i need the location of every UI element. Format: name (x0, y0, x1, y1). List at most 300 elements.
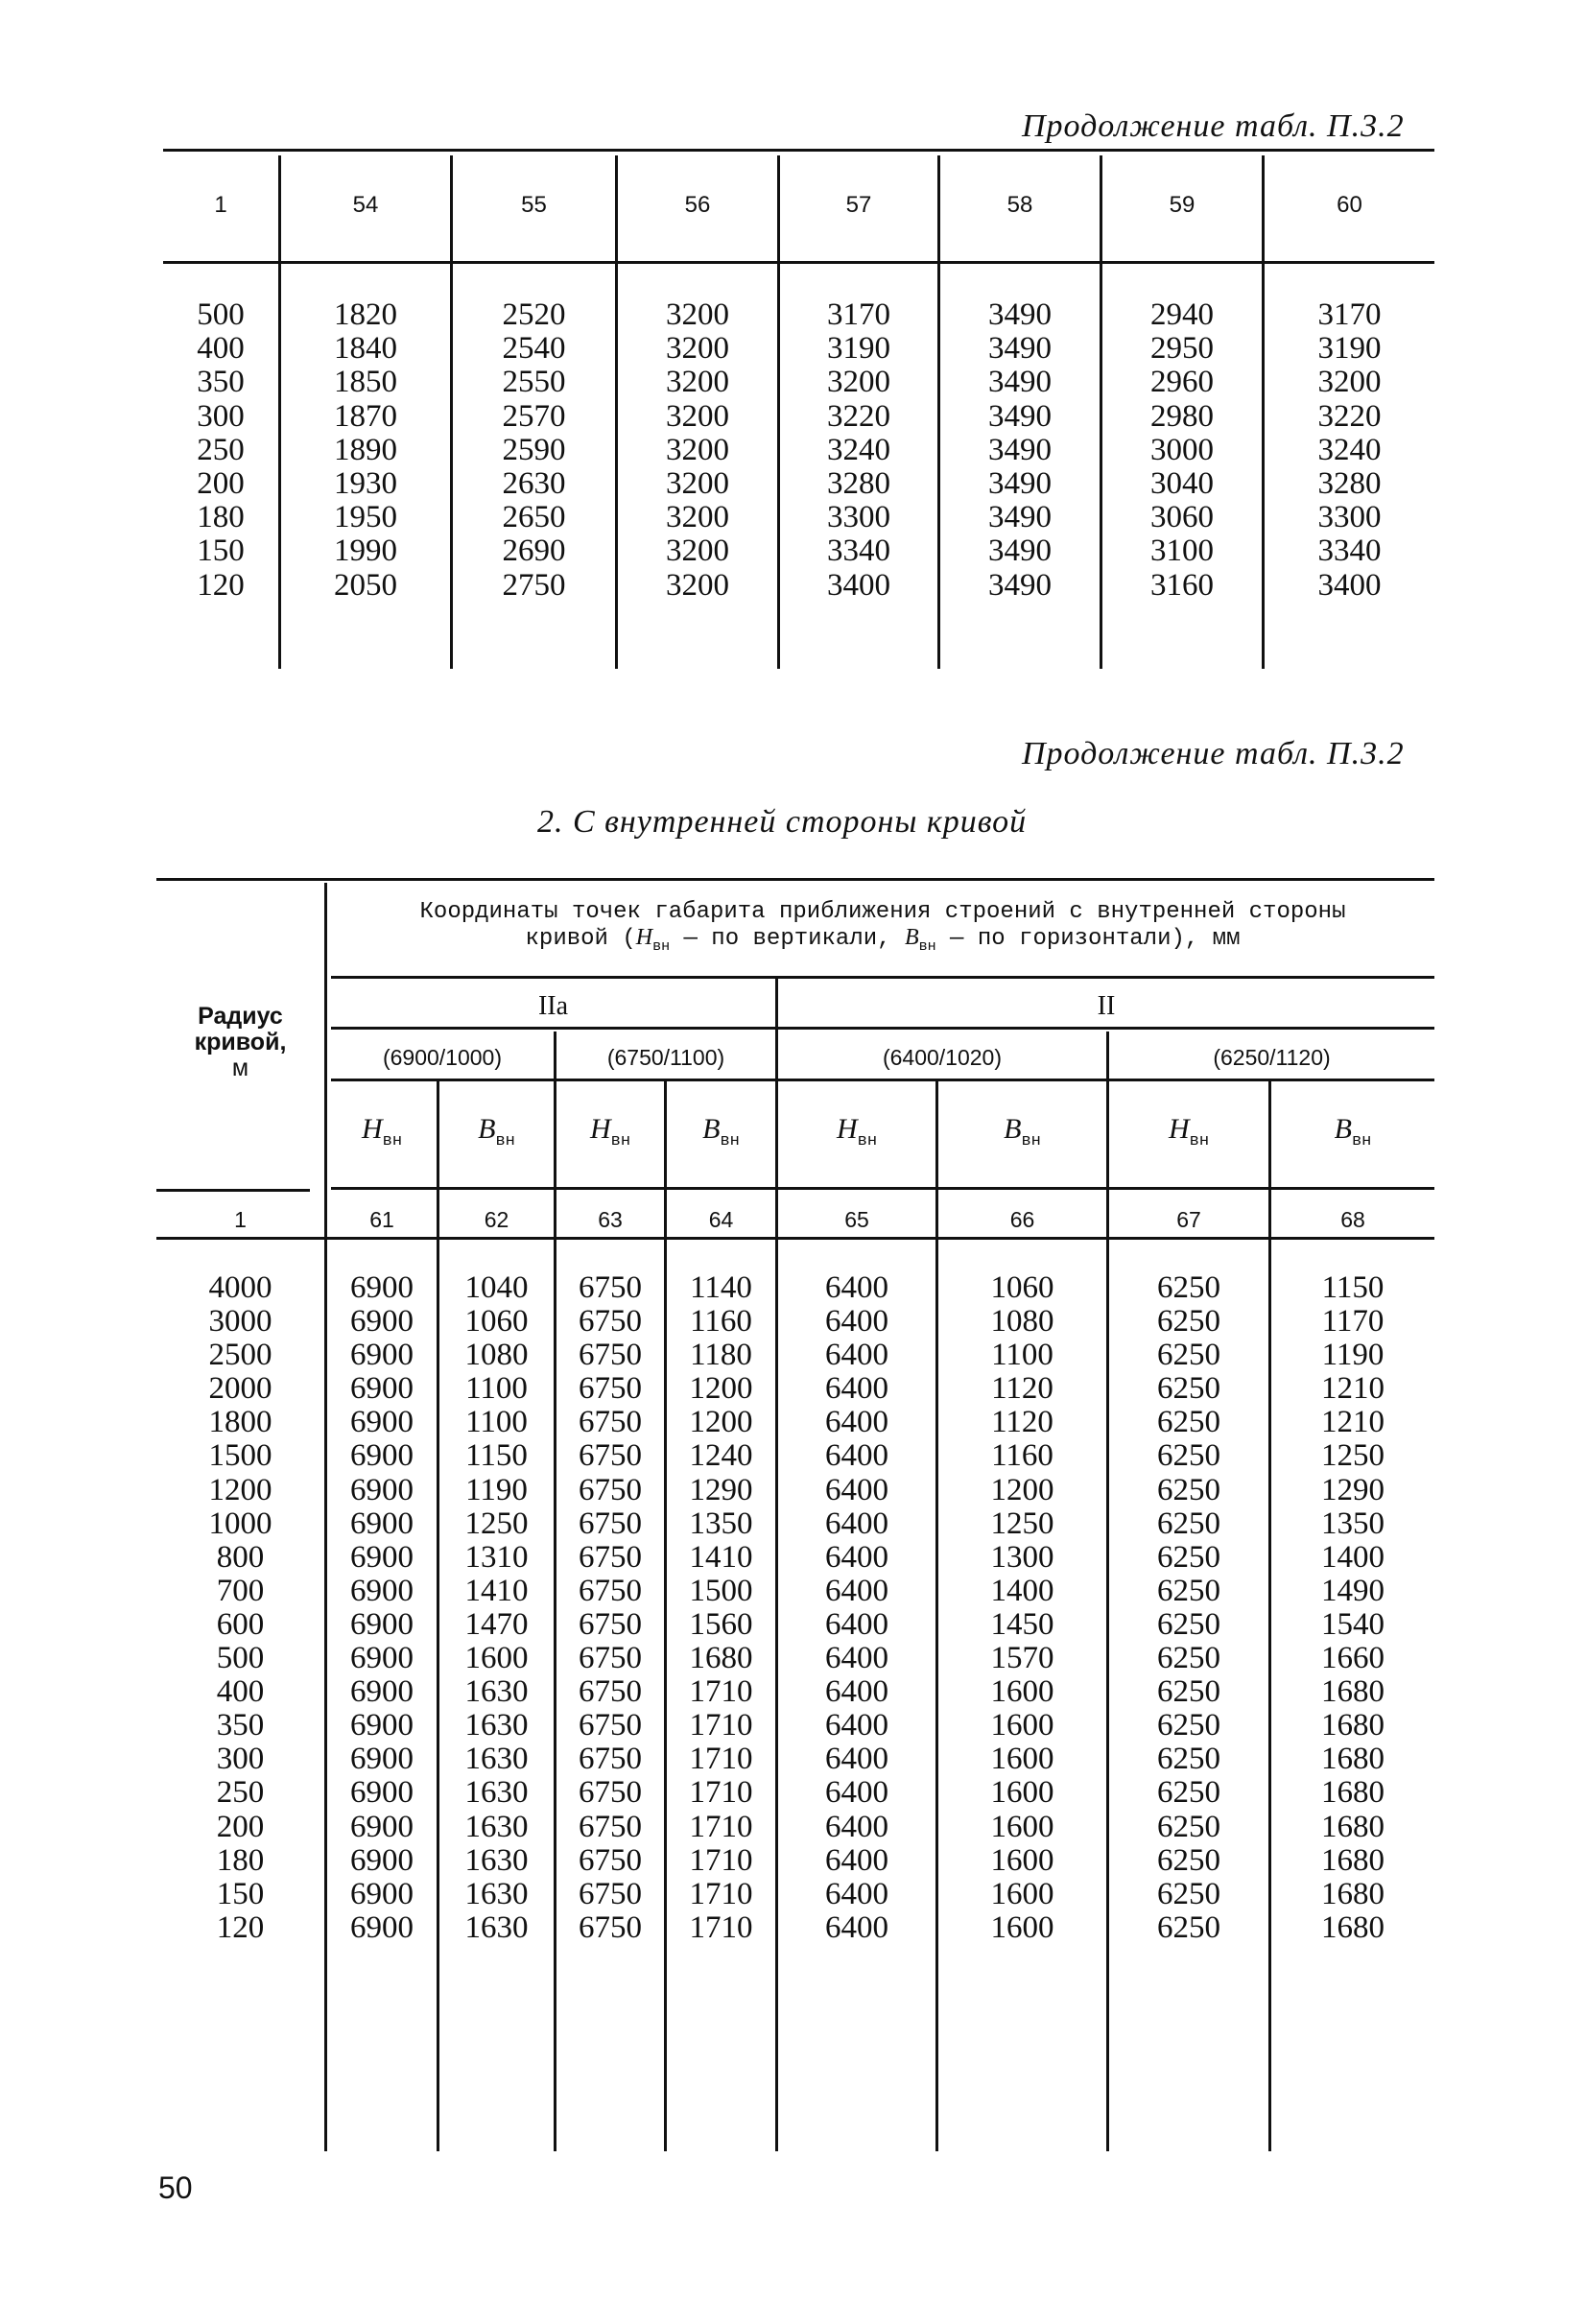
table1-column (780, 298, 937, 603)
table-cell: 3340 (827, 534, 890, 569)
table-cell: 300 (197, 398, 245, 434)
table2-rule (156, 1189, 310, 1192)
table-cell: 3490 (988, 500, 1052, 535)
var-symbol: B (1334, 1113, 1352, 1145)
table-cell: 6400 (825, 1573, 888, 1608)
table-cell: 6250 (1157, 1775, 1220, 1811)
column-number: 1 (234, 1207, 247, 1232)
table-cell: 1600 (990, 1842, 1054, 1878)
table2-column (778, 1271, 935, 1945)
table-cell: 1200 (689, 1405, 753, 1440)
table-cell: 6400 (825, 1641, 888, 1676)
table-cell: 1080 (464, 1338, 529, 1373)
radius-column-label (156, 1004, 324, 1081)
table-cell: 6400 (825, 1909, 888, 1945)
table-cell: 1150 (465, 1438, 528, 1474)
table1-column (940, 298, 1100, 603)
table1-column (1265, 298, 1434, 603)
table-cell: 1100 (465, 1405, 528, 1440)
table-cell: 1680 (1321, 1809, 1385, 1844)
table2-column (667, 1271, 775, 1945)
caption-line: Координаты точек габарита приближения строений с внутренней стороны (419, 899, 1346, 925)
table1-header-cell: 57 (845, 192, 872, 218)
table-cell: 6900 (350, 1405, 414, 1440)
table2-top-rule (156, 878, 1434, 881)
caption-symbol-subscript: вн (918, 937, 936, 955)
table-cell: 3280 (827, 466, 890, 502)
var-header-B (1271, 1113, 1434, 1150)
table2-header-bottom-rule (156, 1237, 1434, 1240)
table-cell: 180 (197, 500, 245, 535)
table-cell: 6250 (1157, 1506, 1220, 1541)
table-cell: 3280 (1317, 466, 1382, 502)
table2-column (556, 1271, 664, 1945)
table-cell: 1600 (990, 1809, 1054, 1844)
table-cell: 3200 (666, 365, 729, 400)
var-subscript: вн (1189, 1132, 1210, 1150)
table-cell: 1600 (990, 1909, 1054, 1945)
table-cell: 1680 (689, 1641, 753, 1676)
table-cell: 3490 (988, 398, 1052, 434)
table-cell: 350 (197, 365, 245, 400)
table-cell: 6900 (350, 1371, 414, 1407)
table-cell: 6900 (350, 1775, 414, 1811)
table-cell: 1120 (991, 1371, 1053, 1407)
table-cell: 6250 (1157, 1371, 1220, 1407)
table-cell: 6750 (579, 1606, 642, 1642)
table-cell: 1600 (990, 1876, 1054, 1911)
table-cell: 1600 (990, 1674, 1054, 1710)
table-cell: 6250 (1157, 1304, 1220, 1340)
table-cell: 2980 (1150, 398, 1214, 434)
table-cell: 3000 (1150, 432, 1214, 467)
table-cell: 6250 (1157, 1876, 1220, 1911)
table-cell: 1990 (334, 534, 397, 569)
table-cell: 3000 (208, 1304, 272, 1340)
table-cell: 3200 (666, 297, 729, 332)
table-cell: 6900 (350, 1472, 414, 1507)
column-number: 65 (844, 1207, 869, 1232)
column-number: 64 (708, 1207, 734, 1232)
table-cell: 6750 (579, 1438, 642, 1474)
table-cell: 250 (197, 432, 245, 467)
table-cell: 2590 (502, 432, 566, 467)
var-subscript: вн (382, 1132, 403, 1150)
table-cell: 6250 (1157, 1842, 1220, 1878)
table-cell: 1560 (689, 1606, 753, 1642)
table-cell: 2520 (502, 297, 566, 332)
table-cell: 2950 (1150, 331, 1214, 367)
table-cell: 1850 (334, 365, 397, 400)
table-cell: 1630 (464, 1742, 529, 1777)
table2-column (156, 1271, 324, 1945)
var-header-H (556, 1113, 664, 1150)
table-cell: 3170 (827, 297, 890, 332)
table-cell: 1410 (689, 1539, 753, 1575)
page-number: 50 (158, 2170, 193, 2205)
table-cell: 3490 (988, 567, 1052, 603)
table-cell: 3400 (827, 567, 890, 603)
table-cell: 3200 (666, 466, 729, 502)
table1-continuation-title: Продолжение табл. П.3.2 (1022, 108, 1405, 144)
table-cell: 3200 (1317, 365, 1382, 400)
table-cell: 6750 (579, 1775, 642, 1811)
table-cell: 1710 (689, 1842, 753, 1878)
table-cell: 6900 (350, 1909, 414, 1945)
table-cell: 6250 (1157, 1641, 1220, 1676)
column-number: 66 (1009, 1207, 1035, 1232)
table-cell: 6750 (579, 1539, 642, 1575)
table-cell: 2050 (334, 567, 397, 603)
table-cell: 1040 (464, 1270, 529, 1305)
table-cell: 3200 (666, 500, 729, 535)
table-cell: 2940 (1150, 297, 1214, 332)
table-cell: 500 (216, 1641, 265, 1676)
table-cell: 6900 (350, 1842, 414, 1878)
table-cell: 3170 (1317, 297, 1382, 332)
table-cell: 1470 (464, 1606, 529, 1642)
table-cell: 6250 (1157, 1674, 1220, 1710)
table-cell: 1660 (1321, 1641, 1385, 1676)
table-cell: 3400 (1317, 567, 1382, 603)
table-cell: 3220 (1317, 398, 1382, 434)
table-cell: 400 (216, 1674, 265, 1710)
table-cell: 6750 (579, 1742, 642, 1777)
table1-header-cell: 59 (1169, 192, 1195, 218)
table-cell: 2750 (502, 567, 566, 603)
table1-header-rule (163, 261, 1434, 264)
table2-rule (331, 976, 1434, 979)
table-cell: 1290 (1321, 1472, 1385, 1507)
table-cell: 6900 (350, 1708, 414, 1743)
subgroup-label: (6750/1100) (606, 1045, 725, 1070)
table-cell: 1710 (689, 1708, 753, 1743)
table-cell: 3300 (1317, 500, 1382, 535)
table-cell: 1630 (464, 1842, 529, 1878)
table1-column (453, 298, 615, 603)
table-cell: 1680 (1321, 1674, 1385, 1710)
table-cell: 150 (197, 534, 245, 569)
label-line: м (231, 1055, 249, 1081)
table-cell: 1710 (689, 1674, 753, 1710)
caption-symbol: H (635, 925, 653, 950)
var-subscript: вн (1021, 1132, 1041, 1150)
table-cell: 1160 (991, 1438, 1053, 1474)
table-cell: 6400 (825, 1742, 888, 1777)
table-cell: 6250 (1157, 1573, 1220, 1608)
table-cell: 150 (216, 1876, 265, 1911)
table-cell: 1600 (464, 1641, 529, 1676)
table-cell: 1710 (689, 1742, 753, 1777)
group-IIa: IIa (537, 991, 569, 1021)
table-cell: 6750 (579, 1708, 642, 1743)
subgroup-label: (6250/1120) (1213, 1045, 1331, 1070)
table1-header-cell: 55 (521, 192, 547, 218)
table-cell: 6250 (1157, 1606, 1220, 1642)
var-header-H (1109, 1113, 1268, 1150)
table-cell: 1310 (464, 1539, 529, 1575)
table-cell: 1710 (689, 1909, 753, 1945)
label-line: Радиус (198, 1003, 283, 1030)
table1-top-rule (163, 149, 1434, 152)
table-cell: 1930 (334, 466, 397, 502)
table-cell: 3190 (1317, 331, 1382, 367)
table-cell: 3100 (1150, 534, 1214, 569)
table-cell: 1680 (1321, 1876, 1385, 1911)
table-cell: 1060 (990, 1270, 1054, 1305)
table-cell: 1410 (464, 1573, 529, 1608)
table-cell: 1890 (334, 432, 397, 467)
table-cell: 1450 (990, 1606, 1054, 1642)
table-cell: 6400 (825, 1371, 888, 1407)
table-cell: 6750 (579, 1809, 642, 1844)
table-cell: 6750 (579, 1573, 642, 1608)
table-cell: 1210 (1321, 1405, 1385, 1440)
table1-header-cell: 1 (214, 192, 227, 218)
table1-header-cell: 60 (1337, 192, 1362, 218)
table-cell: 3490 (988, 331, 1052, 367)
table-cell: 6250 (1157, 1909, 1220, 1945)
table-cell: 6900 (350, 1742, 414, 1777)
table-cell: 1680 (1321, 1742, 1385, 1777)
table-cell: 3220 (827, 398, 890, 434)
table-cell: 2960 (1150, 365, 1214, 400)
table-cell: 2540 (502, 331, 566, 367)
table-cell: 6250 (1157, 1539, 1220, 1575)
table-cell: 6900 (350, 1338, 414, 1373)
table-cell: 6400 (825, 1270, 888, 1305)
table-cell: 6250 (1157, 1809, 1220, 1844)
table-cell: 800 (216, 1539, 265, 1575)
table2-column (1109, 1271, 1268, 1945)
table-cell: 1630 (464, 1809, 529, 1844)
table-cell: 6750 (579, 1270, 642, 1305)
table-cell: 1630 (464, 1708, 529, 1743)
table-cell: 6750 (579, 1304, 642, 1340)
table-cell: 1080 (990, 1304, 1054, 1340)
table-cell: 1160 (690, 1304, 752, 1340)
table-cell: 120 (216, 1909, 265, 1945)
table-cell: 3200 (666, 567, 729, 603)
table-cell: 6900 (350, 1641, 414, 1676)
table-cell: 6900 (350, 1539, 414, 1575)
table-cell: 6250 (1157, 1438, 1220, 1474)
table-cell: 1600 (990, 1742, 1054, 1777)
table-cell: 1870 (334, 398, 397, 434)
table-cell: 6400 (825, 1809, 888, 1844)
table-cell: 6400 (825, 1775, 888, 1811)
table-cell: 6750 (579, 1641, 642, 1676)
table-cell: 600 (216, 1606, 265, 1642)
table-cell: 1000 (208, 1506, 272, 1541)
table-cell: 1950 (334, 500, 397, 535)
column-number: 63 (598, 1207, 623, 1232)
table-cell: 3060 (1150, 500, 1214, 535)
table-cell: 1680 (1321, 1842, 1385, 1878)
table-cell: 6900 (350, 1674, 414, 1710)
table-cell: 6750 (579, 1842, 642, 1878)
var-symbol: H (361, 1113, 383, 1145)
table-cell: 6400 (825, 1405, 888, 1440)
table-cell: 1680 (1321, 1708, 1385, 1743)
table-cell: 3200 (827, 365, 890, 400)
column-number: 62 (484, 1207, 509, 1232)
table-cell: 3200 (666, 331, 729, 367)
table-cell: 3200 (666, 398, 729, 434)
table-cell: 1140 (690, 1270, 752, 1305)
table-cell: 6400 (825, 1539, 888, 1575)
var-symbol: B (478, 1113, 496, 1145)
table-cell: 6400 (825, 1876, 888, 1911)
table-cell: 6750 (579, 1876, 642, 1911)
table-cell: 1630 (464, 1674, 529, 1710)
table-cell: 2650 (502, 500, 566, 535)
table-cell: 3490 (988, 466, 1052, 502)
table-cell: 1210 (1321, 1371, 1385, 1407)
table-cell: 1100 (991, 1338, 1053, 1373)
var-subscript: вн (495, 1132, 515, 1150)
table-cell: 1250 (990, 1506, 1054, 1541)
table2-column (1271, 1271, 1434, 1945)
table-cell: 3300 (827, 500, 890, 535)
table-cell: 1120 (991, 1405, 1053, 1440)
table-cell: 1190 (465, 1472, 528, 1507)
caption-text: — по горизонтали), мм (935, 926, 1241, 952)
var-symbol: H (836, 1113, 858, 1145)
table-cell: 200 (197, 466, 245, 502)
subgroup-label: (6900/1000) (382, 1045, 503, 1070)
table-cell: 6250 (1157, 1708, 1220, 1743)
table-cell: 1250 (464, 1506, 529, 1541)
table1-column (618, 298, 777, 603)
var-header-H (778, 1113, 935, 1150)
table-cell: 250 (216, 1775, 265, 1811)
table-cell: 3490 (988, 432, 1052, 467)
table-cell: 1600 (990, 1708, 1054, 1743)
table-cell: 6750 (579, 1472, 642, 1507)
table-cell: 1180 (690, 1338, 752, 1373)
table-cell: 2630 (502, 466, 566, 502)
table-cell: 3160 (1150, 567, 1214, 603)
table-cell: 350 (216, 1708, 265, 1743)
table-cell: 3490 (988, 365, 1052, 400)
table-cell: 1630 (464, 1909, 529, 1945)
table-cell: 1200 (689, 1371, 753, 1407)
table-cell: 1170 (1321, 1304, 1385, 1340)
table-cell: 2000 (208, 1371, 272, 1407)
table-cell: 6900 (350, 1438, 414, 1474)
group-II: II (1097, 991, 1116, 1021)
table-cell: 1630 (464, 1775, 529, 1811)
table-cell: 4000 (208, 1270, 272, 1305)
table-cell: 6400 (825, 1472, 888, 1507)
table-cell: 6900 (350, 1506, 414, 1541)
table-cell: 1300 (990, 1539, 1054, 1575)
table-cell: 1190 (1321, 1338, 1385, 1373)
table-cell: 3200 (666, 534, 729, 569)
table2-rule (331, 1027, 1434, 1030)
table2-continuation-title: Продолжение табл. П.3.2 (1022, 736, 1405, 771)
table-cell: 1400 (1321, 1539, 1385, 1575)
table-cell: 1150 (1321, 1270, 1385, 1305)
var-header-B (938, 1113, 1106, 1150)
table-cell: 6400 (825, 1304, 888, 1340)
table-cell: 2500 (208, 1338, 272, 1373)
table-cell: 1350 (689, 1506, 753, 1541)
var-symbol: H (1168, 1113, 1190, 1145)
table-cell: 3340 (1317, 534, 1382, 569)
table-cell: 1500 (208, 1438, 272, 1474)
table1-column (1102, 298, 1262, 603)
table-cell: 1490 (1321, 1573, 1385, 1608)
table-cell: 6400 (825, 1606, 888, 1642)
table-cell: 2570 (502, 398, 566, 434)
table-cell: 1400 (990, 1573, 1054, 1608)
label-line: кривой, (194, 1029, 287, 1055)
var-subscript: вн (720, 1132, 740, 1150)
table-cell: 1060 (464, 1304, 529, 1340)
table-cell: 3240 (827, 432, 890, 467)
table2-column (327, 1271, 437, 1945)
caption-line (331, 925, 1434, 960)
var-header-H (327, 1113, 437, 1150)
table-cell: 6900 (350, 1606, 414, 1642)
table-cell: 180 (216, 1842, 265, 1878)
subgroup-label: (6400/1020) (882, 1045, 1003, 1070)
table-cell: 6900 (350, 1876, 414, 1911)
table1-column (163, 298, 278, 603)
caption-text: кривой ( (525, 926, 636, 952)
table-cell: 1680 (1321, 1775, 1385, 1811)
table-cell: 3190 (827, 331, 890, 367)
column-number: 67 (1176, 1207, 1201, 1232)
table-cell: 200 (216, 1809, 265, 1844)
table-cell: 6900 (350, 1270, 414, 1305)
table-cell: 1100 (465, 1371, 528, 1407)
column-number: 61 (369, 1207, 394, 1232)
table-cell: 6750 (579, 1909, 642, 1945)
var-subscript: вн (1351, 1132, 1372, 1150)
table-cell: 6900 (350, 1809, 414, 1844)
table-cell: 1600 (990, 1775, 1054, 1811)
table-cell: 120 (197, 567, 245, 603)
table-cell: 1290 (689, 1472, 753, 1507)
table-cell: 6250 (1157, 1742, 1220, 1777)
table-cell: 1570 (990, 1641, 1054, 1676)
table-cell: 1350 (1321, 1506, 1385, 1541)
table-cell: 6400 (825, 1674, 888, 1710)
table-cell: 1630 (464, 1876, 529, 1911)
table1-header-cell: 54 (352, 192, 379, 218)
table-cell: 500 (197, 297, 245, 332)
table-cell: 1800 (208, 1405, 272, 1440)
table-cell: 3490 (988, 297, 1052, 332)
table-cell: 6750 (579, 1405, 642, 1440)
caption-text: — по вертикали, (670, 926, 905, 952)
table-cell: 6250 (1157, 1270, 1220, 1305)
table-cell: 6400 (825, 1506, 888, 1541)
table-cell: 1710 (689, 1809, 753, 1844)
table-cell: 2690 (502, 534, 566, 569)
table-cell: 3200 (666, 432, 729, 467)
table1-header-cell: 58 (1006, 192, 1033, 218)
table-cell: 6750 (579, 1674, 642, 1710)
table-cell: 6750 (579, 1506, 642, 1541)
table-cell: 700 (216, 1573, 265, 1608)
table-cell: 6900 (350, 1304, 414, 1340)
table-cell: 3040 (1150, 466, 1214, 502)
table-cell: 300 (216, 1742, 265, 1777)
